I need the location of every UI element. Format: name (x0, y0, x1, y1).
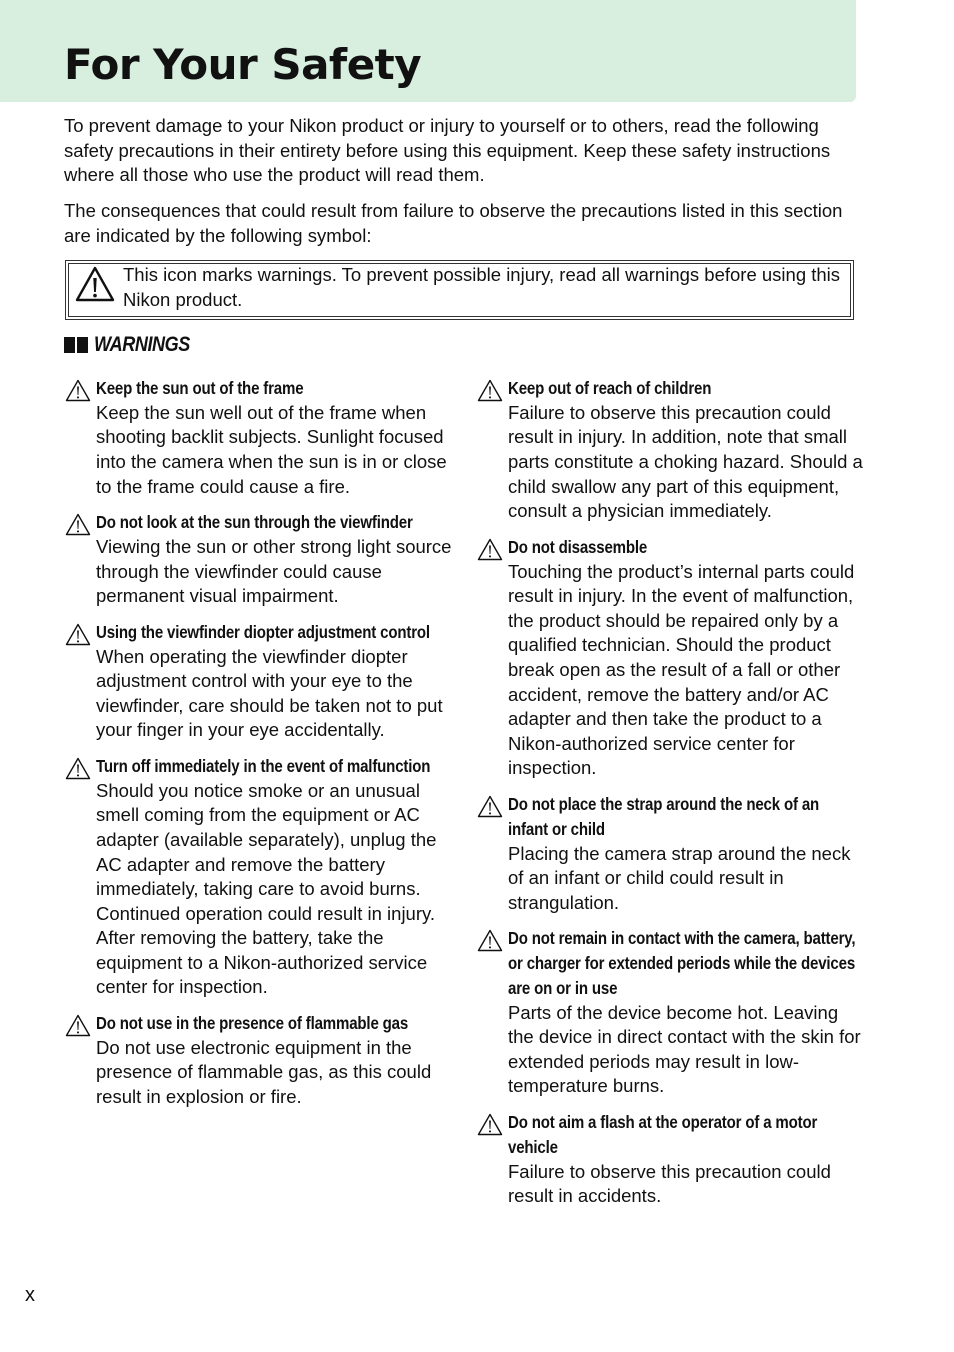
warning-title: Keep out of reach of children (508, 378, 712, 398)
warnings-right-column (476, 376, 866, 1220)
section-marker-square (64, 337, 75, 353)
warning-body: Failure to observe this precaution could result in accidents. (508, 1160, 831, 1207)
warning-title: Turn off immediately in the event of malfunction (96, 755, 431, 776)
warning-triangle-icon (477, 379, 503, 402)
page-title: For Your Safety (64, 40, 422, 89)
symbol-legend-text: This icon marks warnings. To prevent possible injury, read all warnings before using this Nikon product. (123, 264, 841, 310)
warning-body: Failure to observe this precaution could result in injury. In addition, note that small parts constitute a choking hazard. Should a child swallow any part of this equipment, consult a physician immediately. (508, 401, 863, 522)
warning-body: When operating the viewfinder diopter adjustment control with your eye to the viewfinder, care should be taken not to put your finger in your eye accidentally. (96, 645, 443, 741)
warning-triangle-icon (65, 1014, 91, 1037)
warnings-heading-label: WARNINGS (94, 333, 190, 356)
page-number: x (25, 1284, 35, 1306)
warning-title: Do not aim a flash at the operator of a motor vehicle (508, 1112, 818, 1157)
warning-title: Keep the sun out of the frame (96, 378, 304, 398)
warning-item (476, 535, 866, 781)
warning-item (476, 926, 866, 1099)
warning-item (64, 1011, 454, 1110)
warning-title: Do not remain in contact with the camera, battery, or charger for extended periods while the devices are on or in use (508, 928, 856, 998)
warning-title: Do not disassemble (508, 536, 648, 557)
warning-item (64, 376, 454, 499)
warning-body: Do not use electronic equipment in the presence of flammable gas, as this could result in explosion or fire. (96, 1036, 432, 1108)
warning-triangle-icon (65, 757, 91, 780)
symbol-legend-box (65, 260, 854, 320)
intro-paragraph-1: To prevent damage to your Nikon product or injury to yourself or to others, read the following safety precautions in their entirety before using this equipment. Keep these safety instructions where all those who use the product will read them. (64, 115, 831, 185)
warning-body: Touching the product’s internal parts could result in injury. In the event of malfunction, the product should be repaired only by a qualified technician. Should the product break open as the result of a fall or other accident, remove the battery and/or AC adapter and then take the product to a Nikon-authorized service center for inspection. (508, 560, 855, 779)
intro-paragraph-2: The consequences that could result from failure to observe the precautions listed in this section are indicated by the following symbol: (64, 200, 843, 246)
warnings-left-column (64, 376, 454, 1121)
warning-triangle-icon (477, 795, 503, 818)
warning-item (64, 510, 454, 609)
warning-title: Do not use in the presence of flammable gas (96, 1013, 409, 1034)
warning-item (476, 792, 866, 915)
warning-title: Do not look at the sun through the viewfinder (96, 512, 413, 533)
warning-item (64, 620, 454, 743)
warning-item (476, 376, 866, 524)
warning-triangle-icon (65, 623, 91, 646)
section-marker-square (77, 337, 88, 353)
warning-body: Placing the camera strap around the neck of an infant or child could result in strangulation. (508, 842, 851, 913)
warning-title: Using the viewfinder diopter adjustment control (96, 621, 430, 642)
warning-body: Viewing the sun or other strong light source through the viewfinder could cause permanent visual impairment. (96, 535, 452, 607)
warning-body: Should you notice smoke or an unusual smell coming from the equipment or AC adapter (available separately), unplug the AC adapter and remove the battery immediately, taking care to avoid burns. Continued operation could result in injury. After removing the battery, take the equipment to a Nikon-authorized service center for inspection. (96, 779, 437, 998)
warning-title: Do not place the strap around the neck of an infant or child (508, 793, 820, 839)
warning-triangle-icon (477, 538, 503, 561)
warning-triangle-icon (65, 513, 91, 536)
warning-triangle-icon (75, 266, 115, 302)
warning-triangle-icon (65, 379, 91, 402)
warnings-section-heading (64, 331, 206, 359)
warning-body: Parts of the device become hot. Leaving the device in direct contact with the skin for extended periods may result in low-temperature burns. (508, 1001, 861, 1097)
warning-body: Keep the sun well out of the frame when shooting backlit subjects. Sunlight focused into the camera when the sun is in or close to the frame could cause a fire. (96, 401, 447, 497)
warning-item (476, 1110, 866, 1209)
warning-item (64, 754, 454, 1000)
warning-triangle-icon (477, 1113, 503, 1136)
warning-triangle-icon (477, 929, 503, 952)
